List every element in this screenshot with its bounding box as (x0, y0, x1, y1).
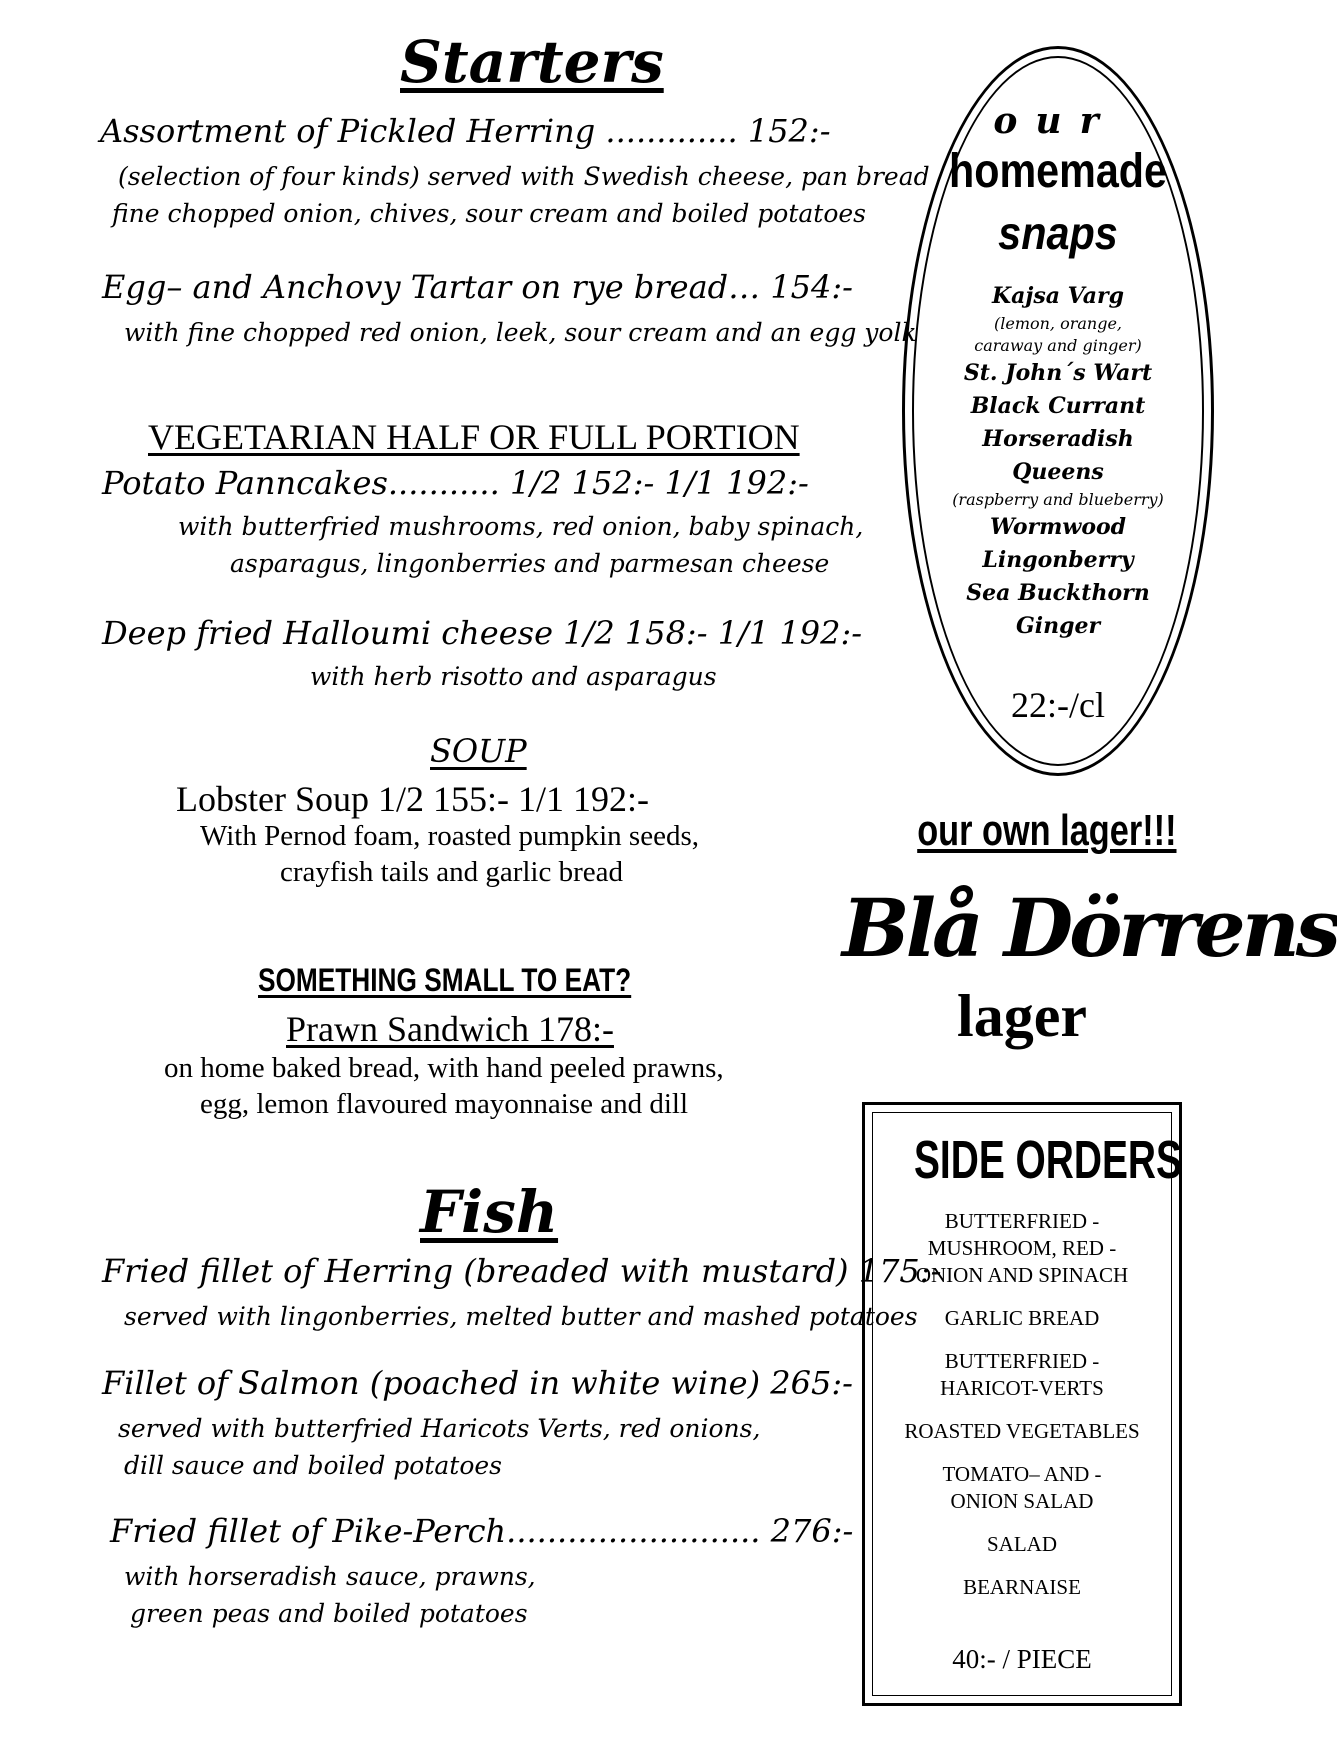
side-order-item (872, 1574, 1172, 1601)
prawn-sandwich-desc-1: on home baked bread, with hand peeled prawns, (164, 1052, 724, 1084)
snaps-item: Queens (1012, 459, 1104, 485)
snaps-snaps: snaps (998, 207, 1118, 259)
side-order-item (872, 1348, 1172, 1402)
snaps-our: our (993, 100, 1117, 142)
side-order-item (872, 1531, 1172, 1558)
lobster-soup-desc-1: With Pernod foam, roasted pumpkin seeds, (200, 820, 699, 852)
prawn-sandwich-desc-2: egg, lemon flavoured mayonnaise and dill (200, 1088, 689, 1120)
side-order-line: HARICOT-VERTS (940, 1376, 1104, 1400)
side-order-line: ROASTED VEGETABLES (904, 1419, 1140, 1443)
salmon-desc-2: dill sauce and boiled potatoes (124, 1451, 502, 1480)
halloumi-desc-1: with herb risotto and asparagus (310, 662, 717, 691)
snaps-item: Wormwood (989, 514, 1127, 540)
egg-anchovy-title: Egg– and Anchovy Tartar on rye bread… 154:- (102, 268, 853, 306)
snaps-item-note: (lemon, orange, (993, 314, 1123, 333)
fried-herring-title: Fried fillet of Herring (breaded with mustard) 175:- (102, 1252, 942, 1290)
lager-word: lager (957, 983, 1087, 1049)
side-order-line: BEARNAISE (963, 1575, 1081, 1599)
lager-brand: Blå Dörrens (842, 881, 1337, 975)
side-order-item (872, 1305, 1172, 1332)
side-order-line: SALAD (986, 1532, 1057, 1556)
lager-tagline: our own lager!!! (917, 806, 1177, 855)
potato-pancakes-title: Potato Panncakes........... 1/2 152:- 1/1 192:- (102, 464, 809, 502)
side-order-line: MUSHROOM, RED - (927, 1236, 1117, 1260)
pike-perch-title: Fried fillet of Pike-Perch......................... 276:- (110, 1512, 854, 1550)
snaps-item: Horseradish (982, 426, 1134, 452)
side-order-item (872, 1461, 1172, 1515)
snaps-list (912, 280, 1204, 643)
prawn-sandwich-title: Prawn Sandwich 178:- (286, 1009, 614, 1049)
snaps-homemade: homemade (949, 145, 1167, 198)
side-order-item (872, 1418, 1172, 1445)
side-orders-price: 40:- / PIECE (952, 1644, 1092, 1674)
vegetarian-heading: VEGETARIAN HALF OR FULL PORTION (148, 417, 800, 457)
side-order-line: BUTTERFRIED - (944, 1209, 1100, 1233)
pickled-herring-desc-1: (selection of four kinds) served with Swedish cheese, pan bread (118, 162, 930, 191)
potato-pancakes-desc-2: asparagus, lingonberries and parmesan cheese (230, 549, 830, 578)
snaps-item: Black Currant (970, 393, 1146, 419)
fish-heading: Fish (420, 1178, 559, 1246)
snaps-item: Sea Buckthorn (966, 580, 1150, 606)
snaps-item: Kajsa Varg (992, 283, 1124, 309)
lobster-soup-desc-2: crayfish tails and garlic bread (280, 856, 624, 888)
side-order-item (872, 1208, 1172, 1289)
pike-perch-desc-1: with horseradish sauce, prawns, (124, 1562, 536, 1591)
egg-anchovy-desc-1: with fine chopped red onion, leek, sour cream and an egg yolk (124, 318, 917, 347)
fried-herring-desc-1: served with lingonberries, melted butter and mashed potatoes (124, 1302, 918, 1331)
lobster-soup-title: Lobster Soup 1/2 155:- 1/1 192:- (176, 779, 649, 819)
snaps-item-note: caraway and ginger) (974, 336, 1142, 355)
snaps-item: Ginger (1015, 613, 1101, 639)
snaps-price: 22:-/cl (1011, 685, 1105, 725)
snaps-item-note: (raspberry and blueberry) (952, 490, 1164, 509)
potato-pancakes-desc-1: with butterfried mushrooms, red onion, baby spinach, (178, 512, 864, 541)
pickled-herring-desc-2: fine chopped onion, chives, sour cream and boiled potatoes (112, 199, 867, 228)
side-order-line: ONION SALAD (950, 1489, 1094, 1513)
starters-heading: Starters (400, 28, 664, 96)
salmon-desc-1: served with butterfried Haricots Verts, red onions, (118, 1414, 761, 1443)
soup-heading: SOUP (430, 732, 527, 770)
side-order-line: GARLIC BREAD (944, 1306, 1100, 1330)
snaps-item: Lingonberry (982, 547, 1134, 573)
pickled-herring-title: Assortment of Pickled Herring ............. 152:- (100, 112, 831, 150)
salmon-title: Fillet of Salmon (poached in white wine) 265:- (102, 1364, 853, 1402)
halloumi-title: Deep fried Halloumi cheese 1/2 158:- 1/1 192:- (102, 614, 863, 652)
side-order-line: BUTTERFRIED - (944, 1349, 1100, 1373)
side-orders-heading: SIDE ORDERS (914, 1130, 1182, 1190)
side-order-line: ONION AND SPINACH (915, 1263, 1129, 1287)
side-orders-list (872, 1208, 1172, 1601)
side-order-line: TOMATO– AND - (942, 1462, 1102, 1486)
pike-perch-desc-2: green peas and boiled potatoes (130, 1599, 528, 1628)
small-heading: SOMETHING SMALL TO EAT? (258, 962, 632, 998)
snaps-item: St. John´s Wart (963, 360, 1153, 386)
